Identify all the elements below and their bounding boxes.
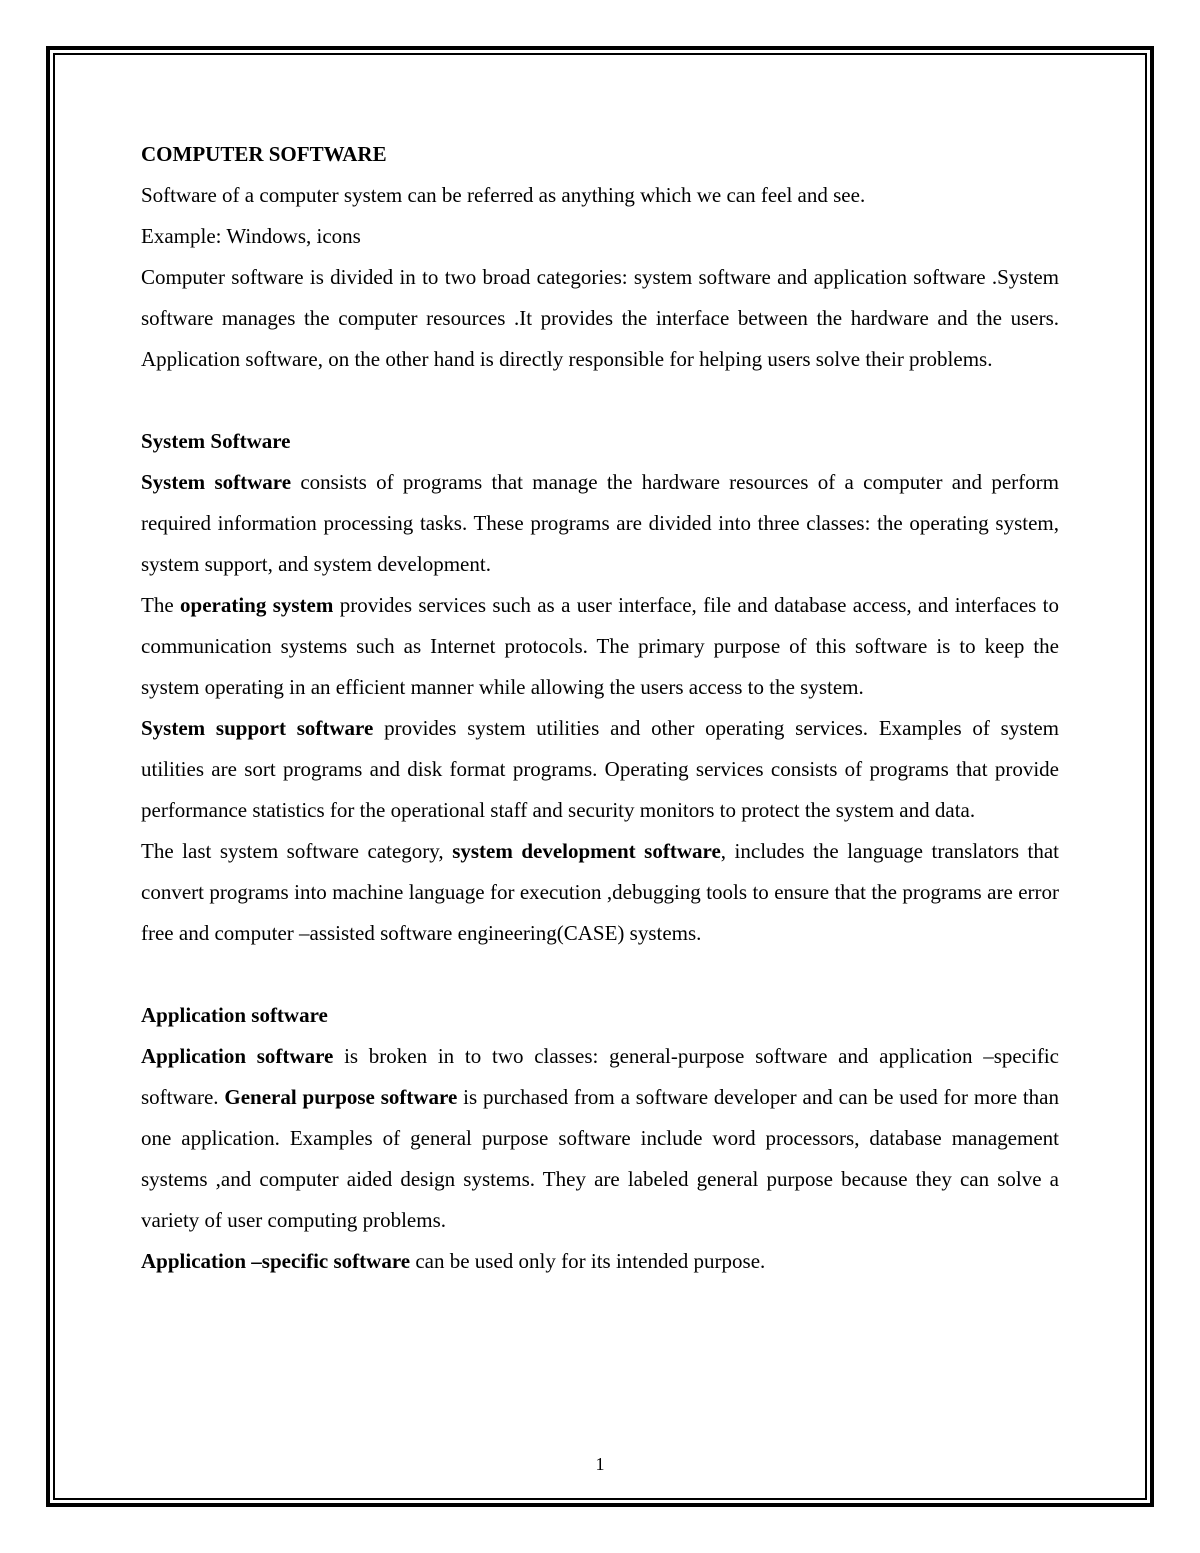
- application-specific-text: can be used only for its intended purpose.: [410, 1249, 766, 1273]
- document-title: COMPUTER SOFTWARE: [141, 142, 387, 166]
- system-software-heading: System Software: [141, 429, 291, 453]
- operating-system-prefix: The: [141, 593, 181, 617]
- document-body: [141, 134, 1059, 1282]
- application-software-term: Application software: [141, 1044, 334, 1068]
- application-specific-term: Application –specific software: [141, 1249, 411, 1273]
- application-software-text-2: is purchased from a software developer and can be used for more than one application. Examples of general purpose software include word processors, database management systems ,and computer aided design systems. They are labeled general purpose because they can solve a variety of user computing problems.: [141, 1085, 1059, 1232]
- system-support-paragraph: [141, 708, 1059, 831]
- intro-example: Example: Windows, icons: [141, 224, 361, 248]
- system-development-term: system development software: [452, 839, 721, 863]
- system-software-text: consists of programs that manage the hardware resources of a computer and perform required information processing tasks. These programs are divided into three classes: the operating system, system support, and system development.: [141, 470, 1059, 576]
- section-spacer: [141, 380, 1059, 421]
- application-software-heading: Application software: [141, 1003, 328, 1027]
- page-number: 1: [595, 1454, 605, 1474]
- application-software-text-1: is broken in to two classes: general-purpose software and application –specific software.: [141, 1044, 1059, 1109]
- operating-system-term: operating system: [180, 593, 334, 617]
- operating-system-text: provides services such as a user interface, file and database access, and interfaces to communication systems such as Internet protocols. The primary purpose of this software is to keep the system operating in an efficient manner while allowing the users access to the system.: [141, 593, 1059, 699]
- application-specific-paragraph: [141, 1241, 1059, 1282]
- system-support-term: System support software: [141, 716, 374, 740]
- intro-definition: Software of a computer system can be referred as anything which we can feel and see.: [141, 183, 866, 207]
- intro-overview: Computer software is divided in to two broad categories: system software and application software .System software manages the computer resources .It provides the interface between the hardware and the users. Application software, on the other hand is directly responsible for helping users solve their problems.: [141, 265, 1059, 371]
- application-software-paragraph-1: [141, 1036, 1059, 1241]
- system-development-prefix: The last system software category,: [141, 839, 453, 863]
- system-development-text: , includes the language translators that convert programs into machine language for execution ,debugging tools to ensure that the programs are error free and computer –assisted software engineering(CASE) systems.: [141, 839, 1059, 945]
- operating-system-paragraph: [141, 585, 1059, 708]
- section-spacer: [141, 954, 1059, 995]
- system-software-term: System software: [141, 470, 292, 494]
- system-development-paragraph: [141, 831, 1059, 954]
- system-software-paragraph-1: [141, 462, 1059, 585]
- general-purpose-term: General purpose software: [224, 1085, 458, 1109]
- system-support-text: provides system utilities and other operating services. Examples of system utilities are sort programs and disk format programs. Operating services consists of programs that provide performance statistics for the operational staff and security monitors to protect the system and data.: [141, 716, 1060, 822]
